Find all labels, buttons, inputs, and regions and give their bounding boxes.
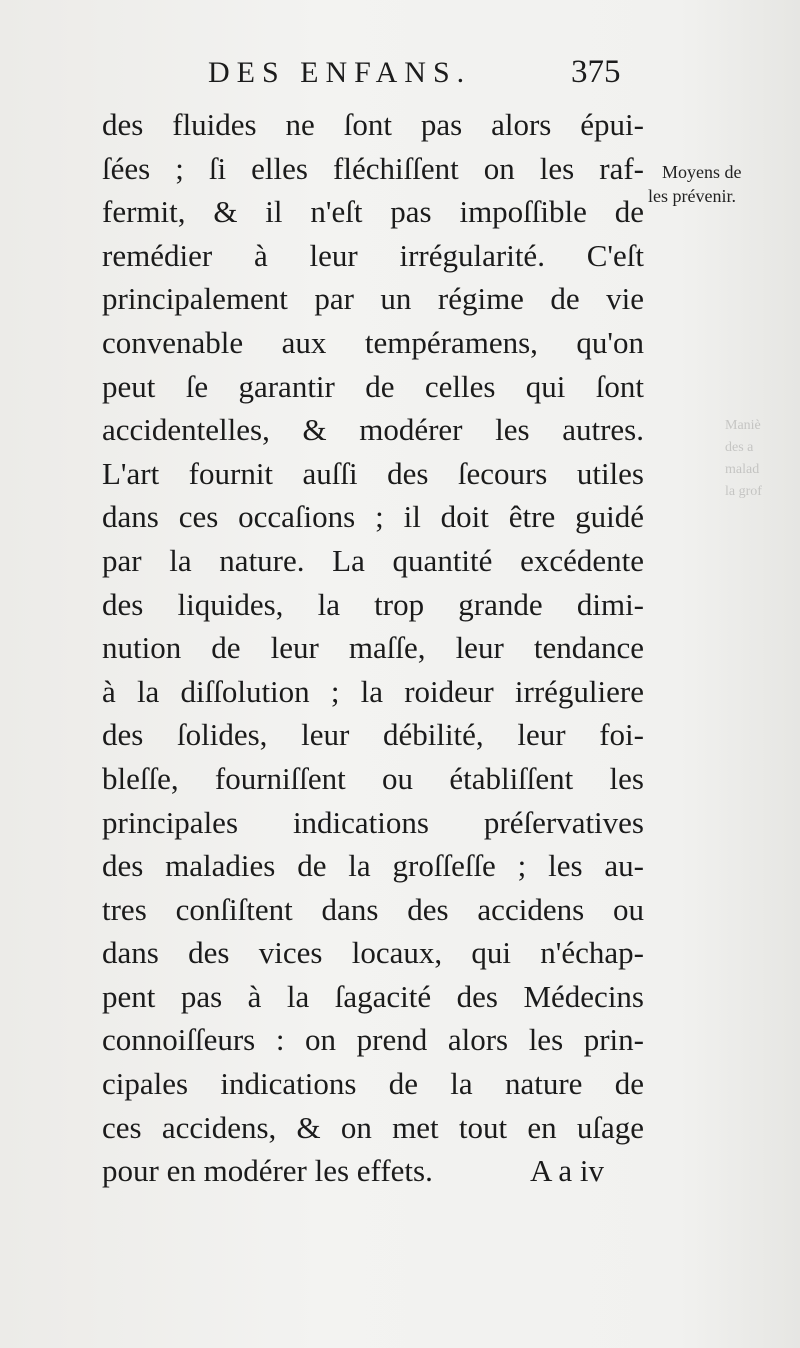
text-line: L'art fournit auſſi des ſecours utiles xyxy=(102,455,644,491)
show-through-text: Maniè des a malad la grof xyxy=(725,418,762,499)
text-line: tres conſiſtent dans des accidens ou xyxy=(102,891,644,927)
text-line: principalement par un régime de vie xyxy=(102,281,644,317)
text-line: à la diſſolution ; la roideur irréguliere xyxy=(102,673,644,709)
last-text-line xyxy=(102,1149,644,1193)
last-line-text: pour en modérer les effets. xyxy=(102,1153,433,1189)
text-line: remédier à leur irrégularité. C'eſt xyxy=(102,237,644,273)
body-text xyxy=(102,103,644,1193)
text-line: par la nature. La quantité excédente xyxy=(102,542,644,578)
page-header xyxy=(178,52,648,96)
text-line: convenable aux tempéramens, qu'on xyxy=(102,324,644,360)
margin-note-line-2: les prévenir. xyxy=(648,186,736,206)
text-line: principales indications préſervatives xyxy=(102,804,644,840)
text-line: nution de leur maſſe, leur tendance xyxy=(102,630,644,666)
text-line: accidentelles, & modérer les autres. xyxy=(102,412,644,448)
text-line: connoiſſeurs : on prend alors les prin- xyxy=(102,1022,644,1058)
text-line: dans ces occaſions ; il doit être guidé xyxy=(102,499,644,535)
running-head: DES ENFANS. xyxy=(208,56,472,89)
text-line: des ſolides, leur débilité, leur foi- xyxy=(102,717,644,753)
text-line: pent pas à la ſagacité des Médecins xyxy=(102,978,644,1014)
text-line: dans des vices locaux, qui n'échap- xyxy=(102,935,644,971)
page-number: 375 xyxy=(571,54,621,90)
signature-mark: A a iv xyxy=(529,1153,604,1189)
text-line: ces accidens, & on met tout en uſage xyxy=(102,1109,644,1145)
text-line: des fluides ne ſont pas alors épui- xyxy=(102,107,644,142)
text-line: cipales indications de la nature de xyxy=(102,1066,644,1102)
text-line: peut ſe garantir de celles qui ſont xyxy=(102,368,644,404)
text-line: ſées ; ſi elles fléchiſſent on les raf- xyxy=(102,150,644,186)
text-line: bleſſe, fourniſſent ou établiſſent les xyxy=(102,760,644,796)
text-line: des liquides, la trop grande dimi- xyxy=(102,586,644,622)
text-line: des maladies de la groſſeſſe ; les au- xyxy=(102,848,644,884)
margin-note-line-1: Moyens de xyxy=(662,162,742,182)
margin-note xyxy=(648,160,798,208)
text-line: fermit, & il n'eſt pas impoſſible de xyxy=(102,194,644,230)
